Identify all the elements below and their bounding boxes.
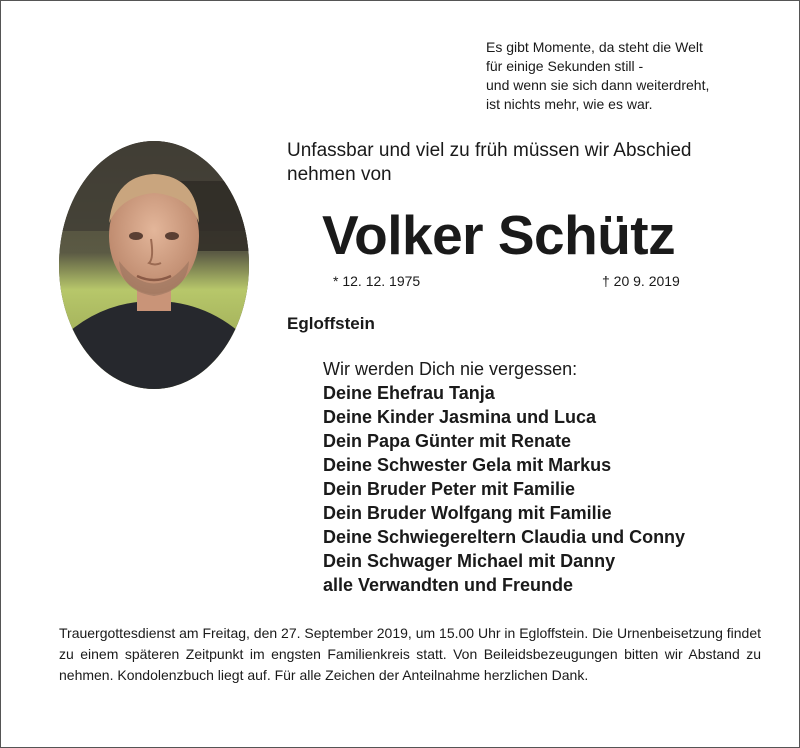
- mourners-list: [323, 357, 783, 597]
- quote-line: Es gibt Momente, da steht die Welt: [486, 39, 703, 55]
- mourner: Deine Ehefrau Tanja: [323, 383, 495, 403]
- portrait-photo: [59, 141, 249, 389]
- quote-line: ist nichts mehr, wie es war.: [486, 96, 653, 112]
- service-details: Trauergottesdienst am Freitag, den 27. September 2019, um 15.00 Uhr in Egloffstein. Die Urnenbeisetzung findet zu einem späteren Zeitpunkt im engsten Familienkreis statt. Von Beileidsbezeugungen bitten wir Abstand zu nehmen. Kondolenzbuch liegt auf. Für alle Zeichen der Anteilnahme herzlichen Dank.: [59, 625, 761, 683]
- mourner: Dein Papa Günter mit Renate: [323, 431, 572, 451]
- quote-line: und wenn sie sich dann weiterdreht,: [486, 77, 710, 93]
- mourner: Dein Bruder Wolfgang mit Familie: [323, 503, 612, 523]
- intro-text: Unfassbar und viel zu früh müssen wir Abschied nehmen von: [287, 140, 692, 185]
- mourner: alle Verwandten und Freunde: [323, 575, 574, 595]
- death-date: † 20 9. 2019: [602, 273, 680, 289]
- memorial-quote: [486, 38, 786, 114]
- hometown: Egloffstein: [287, 314, 375, 333]
- deceased-name: Volker Schütz: [322, 204, 676, 266]
- mourner: Dein Schwager Michael mit Danny: [323, 551, 616, 571]
- birth-date: * 12. 12. 1975: [333, 273, 421, 289]
- mourner: Deine Schwester Gela mit Markus: [323, 455, 612, 475]
- quote-line: für einige Sekunden still -: [486, 58, 644, 74]
- mourner: Dein Bruder Peter mit Familie: [323, 479, 576, 499]
- mourner: Deine Schwiegereltern Claudia und Conny: [323, 527, 686, 547]
- mourners-lead: Wir werden Dich nie vergessen:: [323, 359, 578, 379]
- mourner: Deine Kinder Jasmina und Luca: [323, 407, 597, 427]
